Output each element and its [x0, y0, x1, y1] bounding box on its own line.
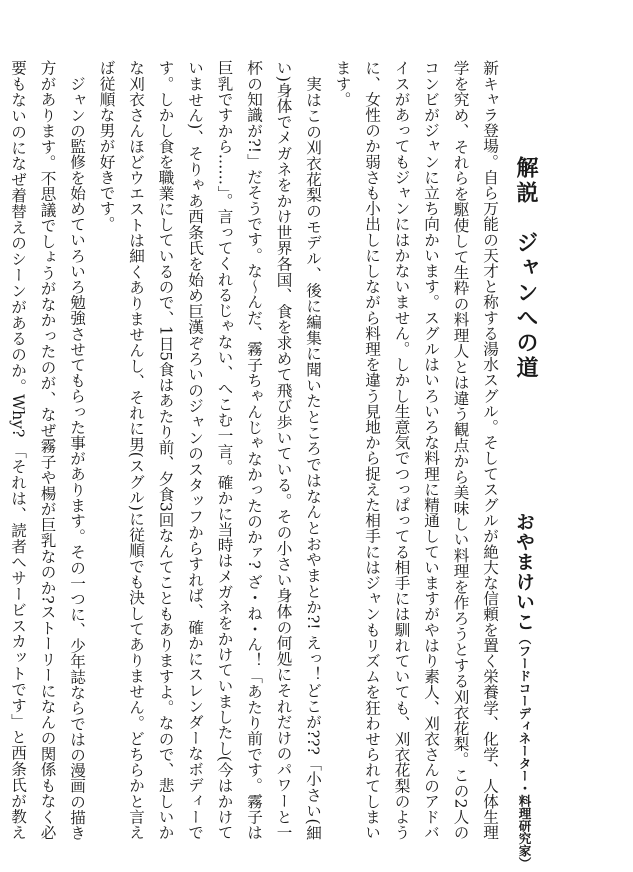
paragraph-1: 新キャラ登場。自ら万能の天才と称する湯水スグル。そしてスグルが絶大な信頼を置く栄養学、化学、人体生理学を究め、それらを駆使して生粋の料理人とは違う観点から美味しい料理を作ろうとする刈衣花梨。この2人のコンビがジャンに立ち向かいます。スグルはいろいろな料理に精通していますがやはり素人、刈衣さんのアドバイスがあってもジャンにはかないません。しかし生意気でつっぱってる相手には馴れていても、刈衣花梨のように、女性のか弱さも小出しにしながら料理を違う見地から捉えた相手にはジャンもリズムを狂わせられてしまいます。 [333, 60, 499, 840]
paragraph-3: ジャンの監修を始めていろいろ勉強させてもらった事があります。その一つに、少年誌ならではの漫画の描き方があります。不思議でしょうがなかったのが、なぜ霧子や楊が巨乳なのか?ストーリーになんの関係もなく必要もないのになぜ着替えのシーンがあるのか。Why? 「それは、読者へサービスカットです」と西条氏が教え [9, 60, 86, 840]
author-credit [514, 512, 533, 870]
paragraph-2: 実はこの刈衣花梨のモデル、後に編集に聞いたところではなんとおやまとか?! えっ！どこが???「小さい(細い)身体でメガネをかけ世界各国、食を求めて飛び歩いている。その小さい身体の何処にそれだけのパワーと一杯の知識が?!」だそうです。な～んだ、霧子ちゃんじゃなかったのかァ? ざ・ね・ん！「あたり前です。霧子は巨乳ですから……」。言ってくれるじゃない、へこむ一言。確かに当時はメガネをかけていましたし(今はかけていません)、そりゃあ西条氏を始め巨漢ぞろいのジャンのスタッフからすれば、確かにスレンダーなボディーです。しかし食を職業にしているので、1日5食はあたり前、夕食3回なんてこともありますよ。なので、悲しいかな刈衣さんほどウエストは細くありませんし、それに男(スグル)に従順でも決してありません。どちらかと言えば従順な男が好きです。 [97, 60, 322, 840]
article-heading: 解説 ジャンへの道 [513, 156, 538, 381]
author-name: おやまけいこ [513, 512, 535, 632]
author-role: （フードコーディネーター・料理研究家） [517, 632, 532, 870]
article-body [9, 60, 504, 840]
